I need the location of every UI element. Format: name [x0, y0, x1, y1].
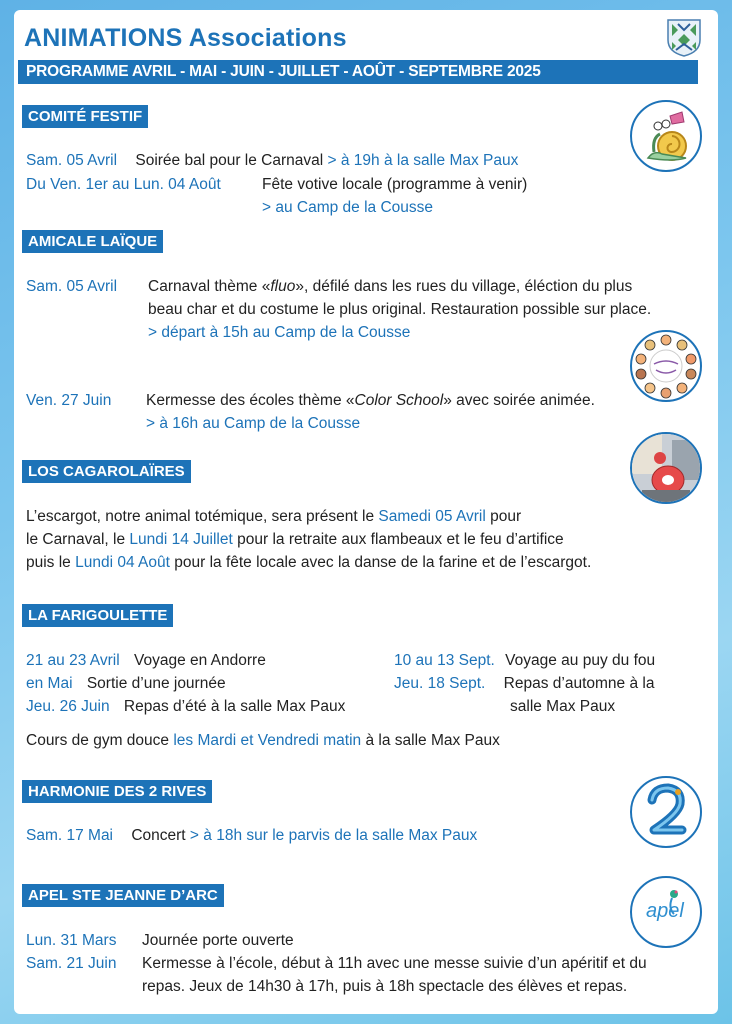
section-heading-apel: APEL STE JEANNE D’ARC: [22, 884, 224, 907]
amicale-logo: [630, 330, 702, 402]
amicale-event-1-where: > départ à 15h au Camp de la Cousse: [148, 324, 411, 341]
children-circle-icon: [632, 332, 700, 400]
amicale-event-1-date: Sam. 05 Avril: [26, 278, 118, 295]
amicale-event-2-where: > à 16h au Camp de la Cousse: [146, 415, 361, 432]
apel-event-2-line2: repas. Jeux de 14h30 à 17h, puis à 18h spectacle des élèves et repas.: [142, 978, 628, 995]
amicale-event-2-date: Ven. 27 Juin: [26, 392, 112, 409]
comite-event-2-text: Fête votive locale (programme à venir): [262, 176, 528, 193]
apel-event-1-text: Journée porte ouverte: [142, 932, 294, 949]
apel-event-2-text: Kermesse à l’école, début à 11h avec une messe suivie d’un apéritif et du: [142, 955, 647, 972]
farigoulette-b1-date: 10 au 13 Sept.: [394, 652, 495, 669]
apel-bird-icon: [632, 878, 700, 946]
farigoulette-a2-text: Sortie d’une journée: [86, 675, 226, 692]
cagarolaires-l2-c: pour la retraite aux flambeaux et le feu d’artifice: [232, 531, 564, 548]
programme-subtitle: PROGRAMME AVRIL - MAI - JUIN - JUILLET - AOÛT - SEPTEMBRE 2025: [18, 60, 698, 84]
section-heading-amicale: AMICALE LAÏQUE: [22, 230, 163, 253]
cagarolaires-l3-c: pour la fête locale avec la danse de la farine et de l’escargot.: [169, 554, 592, 571]
farigoulette-gym-days: les Mardi et Vendredi matin: [173, 732, 362, 749]
cagarolaires-l2-date: Lundi 14 Juillet: [129, 531, 233, 548]
farigoulette-gym-c: à la salle Max Paux: [361, 732, 500, 749]
amicale-event-1-pre: Carnaval thème «: [148, 278, 271, 295]
number-two-logo-icon: [632, 778, 700, 846]
comite-event-2-where: > au Camp de la Cousse: [262, 199, 434, 216]
apel-event-2-date: Sam. 21 Juin: [26, 955, 117, 972]
comite-event-1-text: Soirée bal pour le Carnaval: [135, 152, 324, 169]
farigoulette-b1-text: Voyage au puy du fou: [505, 652, 656, 669]
cagarolaires-line-3: [26, 552, 591, 574]
amicale-event-2-pre: Kermesse des écoles thème «: [146, 392, 355, 409]
farigoulette-b2-date: Jeu. 18 Sept.: [394, 675, 486, 692]
amicale-event-1-line2: beau char et du costume le plus original. Restauration possible sur place.: [148, 301, 652, 318]
cagarolaires-logo: [630, 432, 702, 504]
section-heading-comite: COMITÉ FESTIF: [22, 105, 148, 128]
comite-event-2-date: Du Ven. 1er au Lun. 04 Août: [26, 176, 221, 193]
apel-logo: [630, 876, 702, 948]
section-heading-harmonie: HARMONIE DES 2 RIVES: [22, 780, 212, 803]
page-title: ANIMATIONS Associations: [24, 24, 347, 52]
harmonie-logo: [630, 776, 702, 848]
section-heading-farigoulette: LA FARIGOULETTE: [22, 604, 173, 627]
comite-logo: [630, 100, 702, 172]
cagarolaires-line-2: [26, 529, 564, 551]
farigoulette-a1-text: Voyage en Andorre: [133, 652, 266, 669]
farigoulette-b2-line2: salle Max Paux: [510, 698, 616, 715]
amicale-event-1-theme: fluo: [270, 278, 296, 295]
farigoulette-b2-text: Repas d’automne à la: [503, 675, 655, 692]
cagarolaires-l1-a: L’escargot, notre animal totémique, sera présent le: [26, 508, 379, 525]
farigoulette-gym: [26, 730, 500, 752]
farigoulette-a2-date: en Mai: [26, 675, 73, 692]
harmonie-event-1-date: Sam. 17 Mai: [26, 827, 114, 844]
farigoulette-a3-date: Jeu. 26 Juin: [26, 698, 110, 715]
cagarolaires-l3-a: puis le: [26, 554, 76, 571]
comite-event-1-where: > à 19h à la salle Max Paux: [327, 152, 519, 169]
apel-logo-text: apel: [646, 900, 684, 922]
harmonie-event-1-text: Concert: [131, 827, 186, 844]
cagarolaires-l2-a: le Carnaval, le: [26, 531, 130, 548]
cagarolaires-l1-date: Samedi 05 Avril: [378, 508, 486, 525]
apel-event-1-date: Lun. 31 Mars: [26, 932, 117, 949]
snail-costume-photo-icon: [632, 434, 700, 502]
cagarolaires-line-1: [26, 506, 521, 528]
amicale-event-2-theme: Color School: [354, 392, 444, 409]
amicale-event-1-post: », défilé dans les rues du village, éléction du plus: [295, 278, 633, 295]
farigoulette-a3-text: Repas d’été à la salle Max Paux: [123, 698, 346, 715]
programme-page: [14, 10, 718, 1014]
farigoulette-a1-date: 21 au 23 Avril: [26, 652, 120, 669]
cagarolaires-l3-date: Lundi 04 Août: [75, 554, 170, 571]
farigoulette-gym-a: Cours de gym douce: [26, 732, 174, 749]
amicale-event-2-post: » avec soirée animée.: [443, 392, 595, 409]
snail-mascot-icon: [632, 102, 700, 170]
village-crest-icon: [666, 18, 702, 58]
comite-event-1-date: Sam. 05 Avril: [26, 152, 118, 169]
harmonie-event-1-where: > à 18h sur le parvis de la salle Max Paux: [189, 827, 478, 844]
section-heading-cagarolaires: LOS CAGAROLAÏRES: [22, 460, 191, 483]
cagarolaires-l1-c: pour: [485, 508, 522, 525]
